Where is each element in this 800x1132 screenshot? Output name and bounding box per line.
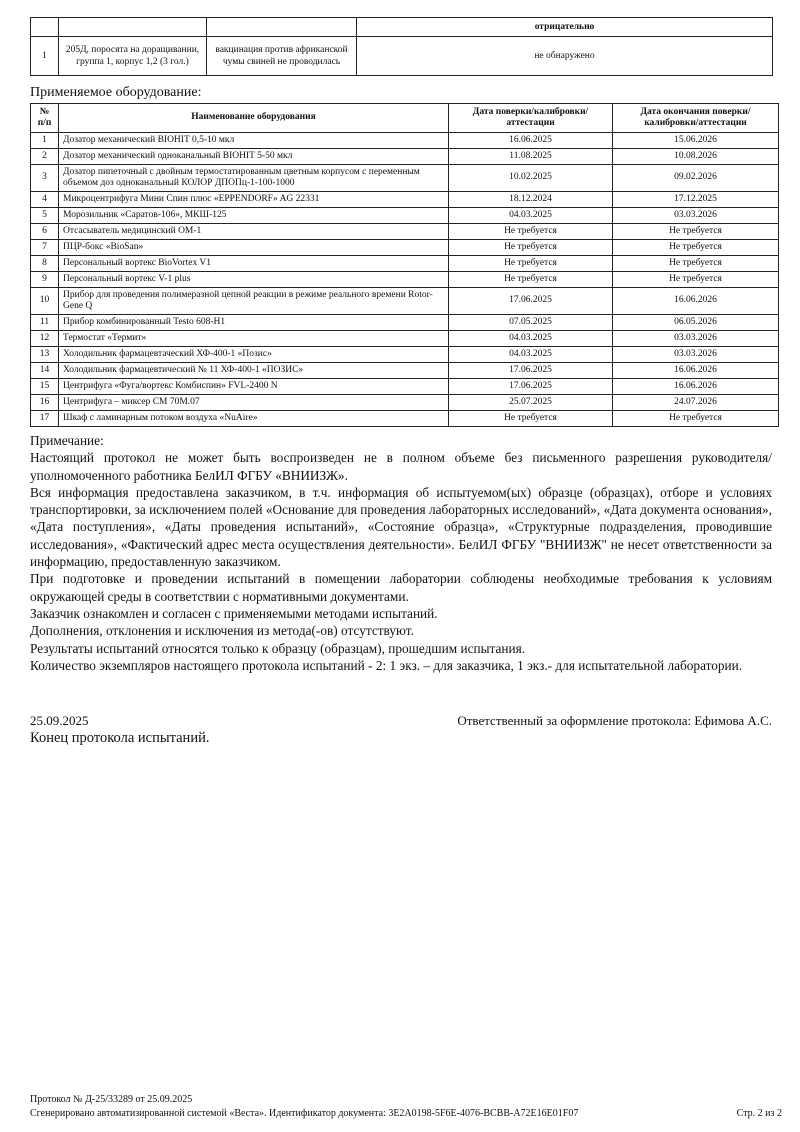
note-paragraph: Заказчик ознакомлен и согласен с применяемыми методами испытаний. xyxy=(30,605,438,621)
date-end: 15.06.2026 xyxy=(613,133,779,149)
date-end: Не требуется xyxy=(613,272,779,288)
row-number: 1 xyxy=(31,133,59,149)
equipment-name: Персональный вортекс V-1 plus xyxy=(59,272,449,288)
equipment-name: Морозильник «Саратов-106», МКШ-125 xyxy=(59,208,449,224)
equipment-name: Дозатор механический BIOHIT 0,5-10 мкл xyxy=(59,133,449,149)
equipment-name: Дозатор пипеточный с двойным термостатированным цветным корпусом с переменным объемом доз одноканальный КОЛОР ДПОПц-1-100-1000 xyxy=(59,165,449,192)
date-check: 04.03.2025 xyxy=(449,331,613,347)
notes-section xyxy=(30,432,772,674)
row-number: 1 xyxy=(31,37,59,76)
header-num: № п/п xyxy=(31,104,59,133)
date-check: 17.06.2025 xyxy=(449,288,613,315)
page-number: Стр. 2 из 2 xyxy=(736,1108,782,1119)
date-check: 04.03.2025 xyxy=(449,208,613,224)
date-end: 03.03.2026 xyxy=(613,347,779,363)
notes-title: Примечание: xyxy=(30,433,104,448)
protocol-number: Протокол № Д-25/33289 от 25.09.2025 xyxy=(30,1094,193,1105)
date-end: Не требуется xyxy=(613,256,779,272)
page-footer xyxy=(30,1093,782,1121)
date-end: Не требуется xyxy=(613,224,779,240)
date-check: 17.06.2025 xyxy=(449,363,613,379)
equipment-table xyxy=(30,103,779,427)
row-number: 16 xyxy=(31,395,59,411)
table-row xyxy=(31,395,779,411)
date-check: 11.08.2025 xyxy=(449,149,613,165)
equipment-name: Отсасыватель медицинский ОМ-1 xyxy=(59,224,449,240)
table-row xyxy=(31,149,779,165)
row-number: 12 xyxy=(31,331,59,347)
row-number: 11 xyxy=(31,315,59,331)
table-row xyxy=(31,315,779,331)
equipment-name: Центрифуга – миксер СМ 70М.07 xyxy=(59,395,449,411)
table-row xyxy=(31,133,779,149)
end-of-protocol: Конец протокола испытаний. xyxy=(30,730,210,746)
date-check: 17.06.2025 xyxy=(449,379,613,395)
date-end: 16.06.2026 xyxy=(613,288,779,315)
note-paragraph: Результаты испытаний относятся только к образцу (образцам), прошедшим испытания. xyxy=(30,640,526,656)
cell-empty xyxy=(59,18,207,37)
date-end: 16.06.2026 xyxy=(613,363,779,379)
equipment-name: Микроцентрифуга Мини Спин плюс «EPPENDORF» AG 22331 xyxy=(59,192,449,208)
row-number: 7 xyxy=(31,240,59,256)
table-row xyxy=(31,240,779,256)
equipment-name: Центрифуга «Фуга/вортекс Комбиспин» FVL-2400 N xyxy=(59,379,449,395)
date-end: 17.12.2025 xyxy=(613,192,779,208)
equipment-name: Персональный вортекс BioVortex V1 xyxy=(59,256,449,272)
header-date-check: Дата поверки/калибровки/аттестации xyxy=(449,104,613,133)
date-check: Не требуется xyxy=(449,272,613,288)
note-paragraph: Количество экземпляров настоящего протокола испытаний - 2: 1 экз. – для заказчика, 1 экз.- для испытательной лаборатории. xyxy=(30,657,743,673)
table-row xyxy=(31,272,779,288)
row-number: 15 xyxy=(31,379,59,395)
generated-by: Сгенерировано автоматизированной системой «Веста». Идентификатор документа: 3E2A0198-5F6E-4076-BCBB-A72E16E01F07 xyxy=(30,1108,579,1119)
note-paragraph: При подготовке и проведении испытаний в помещении лаборатории соблюдены необходимые требования к условиям окружающей среды в соответствии с нормативными документами. xyxy=(30,571,772,604)
row-number: 8 xyxy=(31,256,59,272)
table-row xyxy=(31,208,779,224)
date-end: 24.07.2026 xyxy=(613,395,779,411)
equipment-name: Холодильник фармацевтический № 11 ХФ-400-1 «ПОЗИС» xyxy=(59,363,449,379)
row-number: 9 xyxy=(31,272,59,288)
date-end: 16.06.2026 xyxy=(613,379,779,395)
table-row xyxy=(31,165,779,192)
row-number: 17 xyxy=(31,411,59,427)
date-end: 06.05.2026 xyxy=(613,315,779,331)
date-check: 16.06.2025 xyxy=(449,133,613,149)
equipment-name: Холодильник фармацевтачеcкий ХФ-400-1 «Позис» xyxy=(59,347,449,363)
equipment-name: ПЦР-бокс «BioSan» xyxy=(59,240,449,256)
row-number: 5 xyxy=(31,208,59,224)
date-check: Не требуется xyxy=(449,256,613,272)
equipment-title: Применяемое оборудование: xyxy=(30,85,202,100)
result-header: отрицательно xyxy=(357,18,773,37)
date-end: 03.03.2026 xyxy=(613,331,779,347)
cell-empty xyxy=(31,18,59,37)
note-paragraph: Дополнения, отклонения и исключения из метода(-ов) отсутствуют. xyxy=(30,623,414,639)
date-check: Не требуется xyxy=(449,411,613,427)
header-date-end: Дата окончания поверки/калибровки/аттестации xyxy=(613,104,779,133)
date-end: 09.02.2026 xyxy=(613,165,779,192)
row-number: 14 xyxy=(31,363,59,379)
date-end: 03.03.2026 xyxy=(613,208,779,224)
test-result: не обнаружено xyxy=(357,37,773,76)
table-row xyxy=(31,224,779,240)
date-check: Не требуется xyxy=(449,240,613,256)
table-row xyxy=(31,192,779,208)
equipment-name: Прибор комбинированный Testo 608-H1 xyxy=(59,315,449,331)
equipment-name: Прибор для проведения полимеразной цепной реакции в режиме реального времени Rotor-Gene Q xyxy=(59,288,449,315)
table-row xyxy=(31,363,779,379)
row-number: 3 xyxy=(31,165,59,192)
sample-description: 205Д, поросята на доращивании, группа 1, корпус 1,2 (3 гол.) xyxy=(59,37,207,76)
date-check: 04.03.2025 xyxy=(449,347,613,363)
date-end: Не требуется xyxy=(613,411,779,427)
row-number: 10 xyxy=(31,288,59,315)
date-end: 10.08.2026 xyxy=(613,149,779,165)
equipment-name: Шкаф с ламинарным потоком воздуха «NuAire» xyxy=(59,411,449,427)
date-check: Не требуется xyxy=(449,224,613,240)
table-row xyxy=(31,37,773,76)
equipment-table-header xyxy=(31,104,779,133)
results-table xyxy=(30,17,773,76)
row-number: 4 xyxy=(31,192,59,208)
table-row xyxy=(31,331,779,347)
table-row xyxy=(31,288,779,315)
table-row xyxy=(31,256,779,272)
table-row xyxy=(31,347,779,363)
responsible-person: Ответственный за оформление протокола: Ефимова А.С. xyxy=(457,713,772,728)
date-check: 25.07.2025 xyxy=(449,395,613,411)
table-row xyxy=(31,379,779,395)
row-number: 6 xyxy=(31,224,59,240)
note-paragraph: Настоящий протокол не может быть воспроизведен не в полном объеме без письменного разрешения руководителя/уполномоченного работника БелИЛ ФГБУ «ВНИИЗЖ». xyxy=(30,450,772,483)
row-number: 13 xyxy=(31,347,59,363)
note-paragraph: Вся информация предоставлена заказчиком, в т.ч. информация об испытуемом(ых) образце (образцах), отборе и условиях транспортировки, за исключением полей «Основание для проведения лабораторных исследований», «Дата документа основания», «Дата поступления», «Даты проведения испытаний», «Состояние образца», «Структурные подразделения, проводившие исследования», «Фактический адрес места осуществления деятельности». БелИЛ ФГБУ "ВНИИЗЖ" не несет ответственности за информацию, предоставленную заказчиком. xyxy=(30,484,772,570)
table-row xyxy=(31,411,779,427)
cell-empty xyxy=(207,18,357,37)
row-number: 2 xyxy=(31,149,59,165)
equipment-name: Дозатор механический одноканальный BIOHIT 5-50 мкл xyxy=(59,149,449,165)
signature-date: 25.09.2025 xyxy=(30,713,89,728)
date-check: 18.12.2024 xyxy=(449,192,613,208)
header-name: Наименование оборудования xyxy=(59,104,449,133)
date-end: Не требуется xyxy=(613,240,779,256)
results-table-header xyxy=(31,18,773,37)
date-check: 07.05.2025 xyxy=(449,315,613,331)
vaccination-info: вакцинация против африканской чумы свиней не проводилась xyxy=(207,37,357,76)
date-check: 10.02.2025 xyxy=(449,165,613,192)
equipment-name: Термостат «Термит» xyxy=(59,331,449,347)
